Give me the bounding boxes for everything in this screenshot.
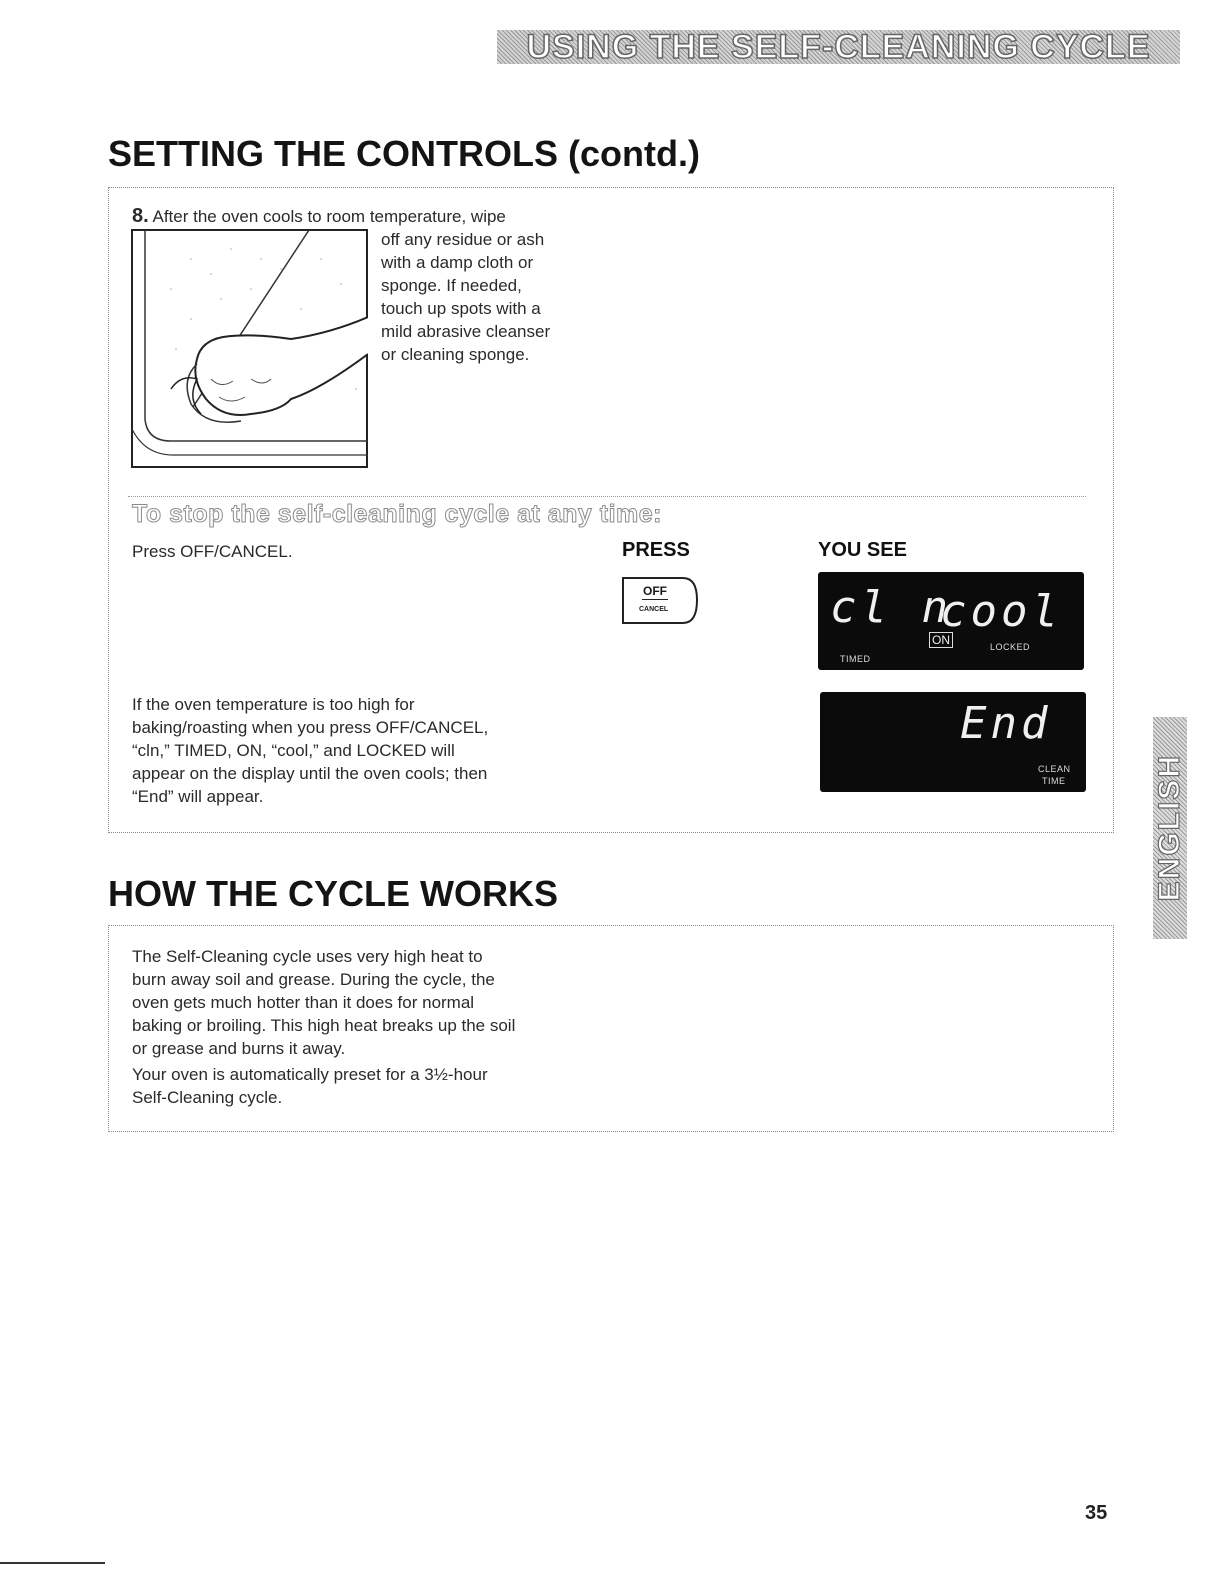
step-8-first-line [132, 205, 602, 228]
paragraph-line: Self-Cleaning cycle. [132, 1088, 283, 1107]
step-8-line: sponge. If needed, [381, 276, 522, 295]
footer-rule [0, 1562, 105, 1564]
step-8-text: After the oven cools to room temperature, wipe [152, 207, 506, 226]
step-8-line: with a damp cloth or [381, 253, 534, 272]
display-cool-text: cool [940, 586, 1062, 637]
step-8-line: touch up spots with a [381, 299, 541, 318]
note-line: “cln,” TIMED, ON, “cool,” and LOCKED will [132, 741, 455, 760]
paragraph-line: burn away soil and grease. During the cycle, the [132, 970, 495, 989]
display-locked-indicator: LOCKED [990, 642, 1031, 652]
paragraph-line: or grease and burns it away. [132, 1039, 346, 1058]
cancel-button-text: CANCEL [639, 606, 669, 613]
paragraph-line: baking or broiling. This high heat breaks up the soil [132, 1016, 516, 1035]
high-temperature-note [132, 693, 612, 808]
off-button-text: OFF [643, 584, 667, 598]
button-underline [642, 599, 668, 600]
display-on-indicator: ON [929, 632, 953, 648]
press-column-label: PRESS [622, 539, 690, 561]
note-line: appear on the display until the oven cools; then [132, 764, 488, 783]
step-8-line: mild abrasive cleanser [381, 322, 551, 341]
off-cancel-button[interactable] [621, 576, 699, 625]
note-line: “End” will appear. [132, 787, 264, 806]
banner-text: USING THE SELF-CLEANING CYCLE [526, 27, 1151, 66]
section-divider [128, 496, 1086, 497]
display-time-indicator: TIME [1042, 776, 1066, 786]
display-cln-text: cl n [830, 582, 952, 633]
side-tab-text: ENGLISH [1153, 754, 1186, 902]
display-timed-indicator: TIMED [840, 654, 871, 664]
stop-cycle-heading: To stop the self-cleaning cycle at any time: [132, 500, 662, 528]
note-line: If the oven temperature is too high for [132, 695, 415, 714]
press-off-cancel-instruction: Press OFF/CANCEL. [132, 542, 293, 561]
step-8-line: or cleaning sponge. [381, 345, 530, 364]
paragraph-line: The Self-Cleaning cycle uses very high heat to [132, 947, 483, 966]
step-number: 8. [132, 205, 149, 227]
you-see-column-label: YOU SEE [818, 539, 907, 561]
cycle-description-paragraph [132, 945, 612, 1060]
page-number: 35 [1085, 1502, 1108, 1524]
language-side-tab [1153, 717, 1187, 939]
step-8-line: off any residue or ash [381, 230, 545, 249]
display-clean-indicator: CLEAN [1038, 764, 1071, 774]
section-title-how-cycle-works: HOW THE CYCLE WORKS [108, 873, 558, 914]
note-line: baking/roasting when you press OFF/CANCEL, [132, 718, 489, 737]
paragraph-line: Your oven is automatically preset for a 3½-hour [132, 1065, 488, 1084]
section-title-setting-controls: SETTING THE CONTROLS (contd.) [108, 133, 700, 174]
preset-duration-paragraph [132, 1063, 612, 1109]
section-banner [497, 27, 1180, 66]
display-end-text: End [960, 698, 1052, 749]
oven-display-end [820, 692, 1086, 792]
oven-display-cool [818, 572, 1084, 670]
oven-wiping-illustration [131, 229, 368, 468]
step-8-continued [381, 228, 611, 366]
paragraph-line: oven gets much hotter than it does for normal [132, 993, 475, 1012]
